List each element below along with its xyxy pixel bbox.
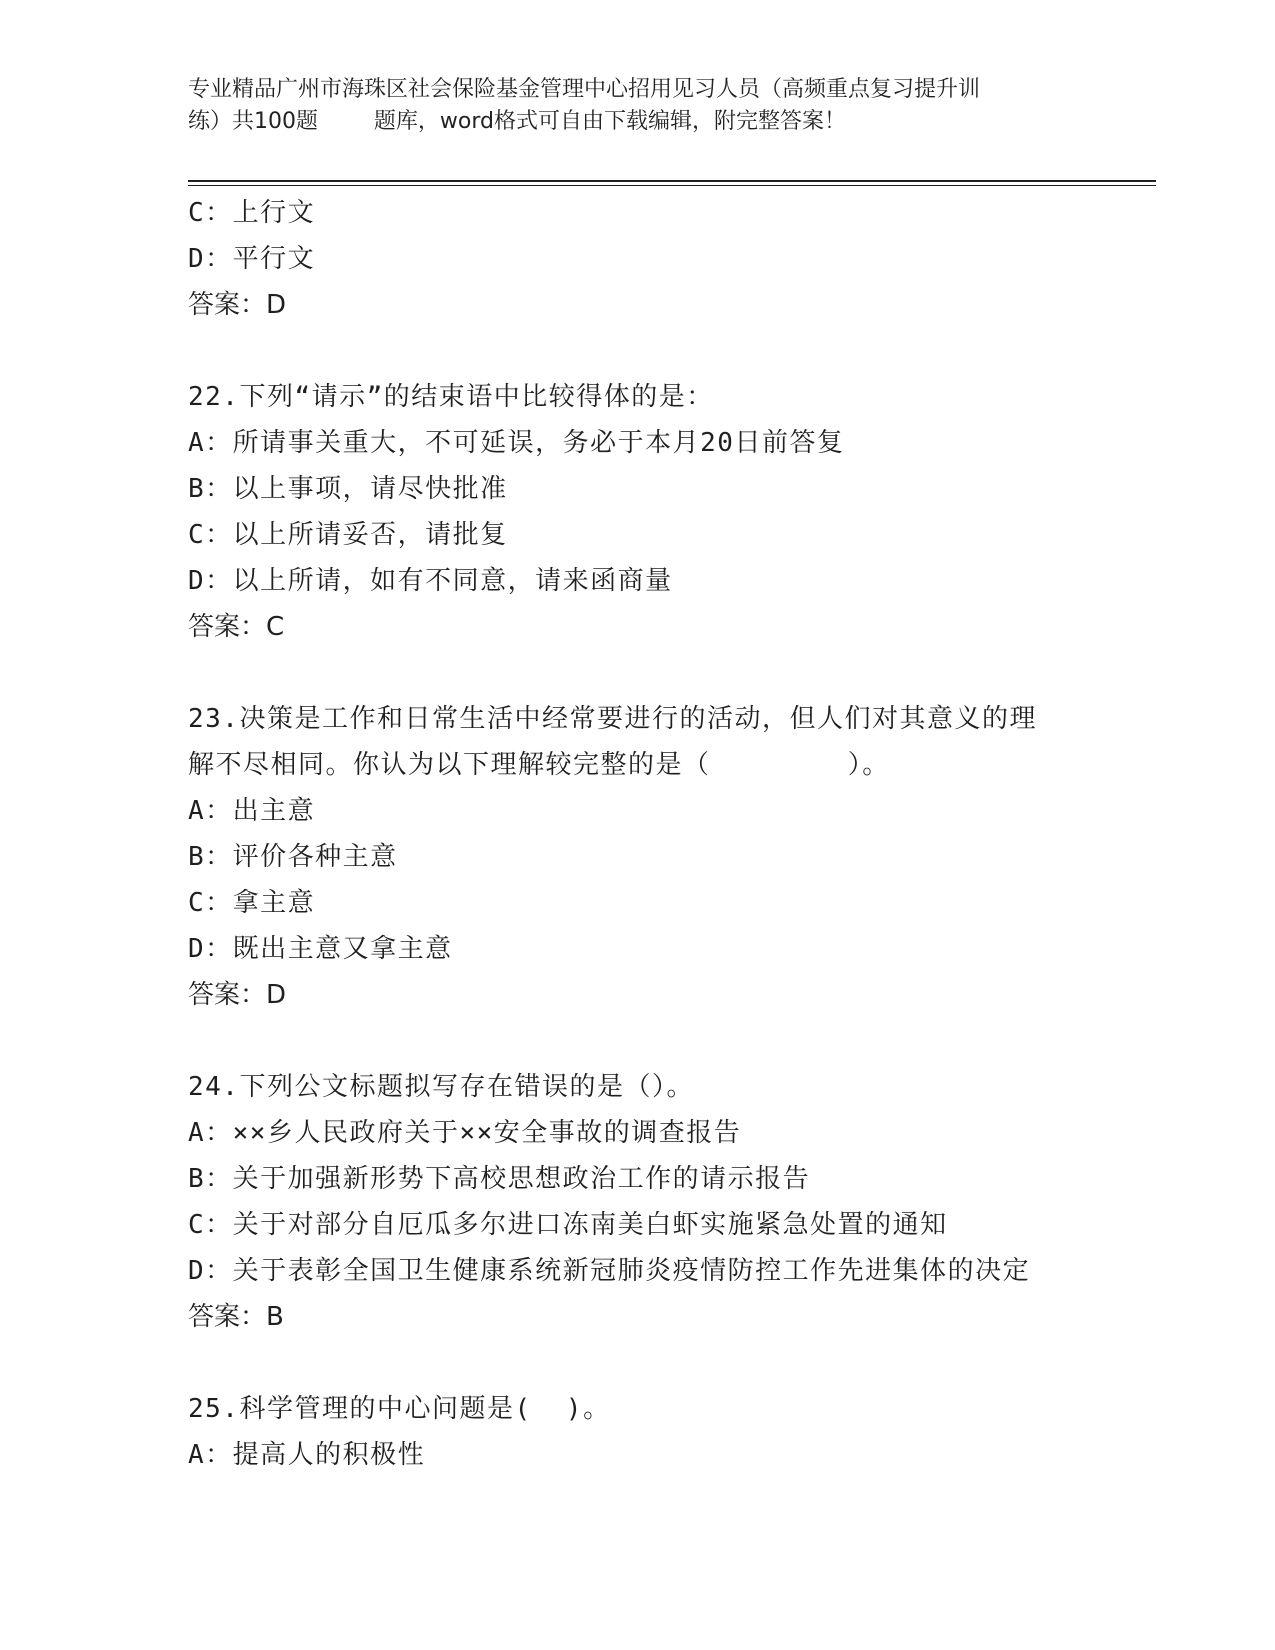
question-stem: 22.下列“请示”的结束语中比较得体的是： [188,382,714,412]
option-a: A：提高人的积极性 [188,1440,426,1470]
header-title-line-1: 专业精品广州市海珠区社会保险基金管理中心招用见习人员（高频重点复习提升训 [188,77,981,102]
header-title-line-2: 练）共100题 题库，word格式可自由下载编辑，附完整答案！ [188,109,847,134]
option-b: B：评价各种主意 [188,842,398,872]
question-23 [188,696,1118,1018]
question-gap [188,328,1118,374]
option-b: B：以上事项，请尽快批准 [188,474,508,504]
question-list [188,190,1118,1478]
option-d: D：以上所请，如有不同意，请来函商量 [188,566,673,596]
answer-line: 答案：B [188,1302,284,1332]
option-a: A：××乡人民政府关于××安全事故的调查报告 [188,1118,742,1148]
question-stem-line-2: 解不尽相同。你认为以下理解较完整的是（ ）。 [188,750,890,780]
option-b: B：关于加强新形势下高校思想政治工作的请示报告 [188,1164,811,1194]
option-d: D：既出主意又拿主意 [188,934,453,964]
question-stem-line-1: 23.决策是工作和日常生活中经常要进行的活动，但人们对其意义的理 [188,704,1037,734]
option-c: C：以上所请妥否，请批复 [188,520,508,550]
option-c: C：关于对部分自厄瓜多尔进口冻南美白虾实施紧急处置的通知 [188,1210,948,1240]
header-divider-thick [188,180,1156,182]
page-header [188,74,1088,138]
question-gap [188,650,1118,696]
header-divider-thin [188,185,1156,186]
question-gap [188,1340,1118,1386]
question-24 [188,1064,1118,1340]
question-stem: 24.下列公文标题拟写存在错误的是（）。 [188,1072,694,1102]
option-d: D：平行文 [188,244,316,274]
question-gap [188,1018,1118,1064]
question-21-tail [188,190,1118,328]
answer-line: 答案：D [188,290,287,320]
question-stem: 25.科学管理的中心问题是( )。 [188,1394,611,1424]
option-c: C：拿主意 [188,888,316,918]
question-25 [188,1386,1118,1478]
answer-line: 答案：D [188,980,287,1010]
answer-line: 答案：C [188,612,285,642]
question-22 [188,374,1118,650]
option-d: D：关于表彰全国卫生健康系统新冠肺炎疫情防控工作先进集体的决定 [188,1256,1031,1286]
option-c: C：上行文 [188,198,316,228]
option-a: A：出主意 [188,796,316,826]
option-a: A：所请事关重大，不可延误，务必于本月20日前答复 [188,428,845,458]
